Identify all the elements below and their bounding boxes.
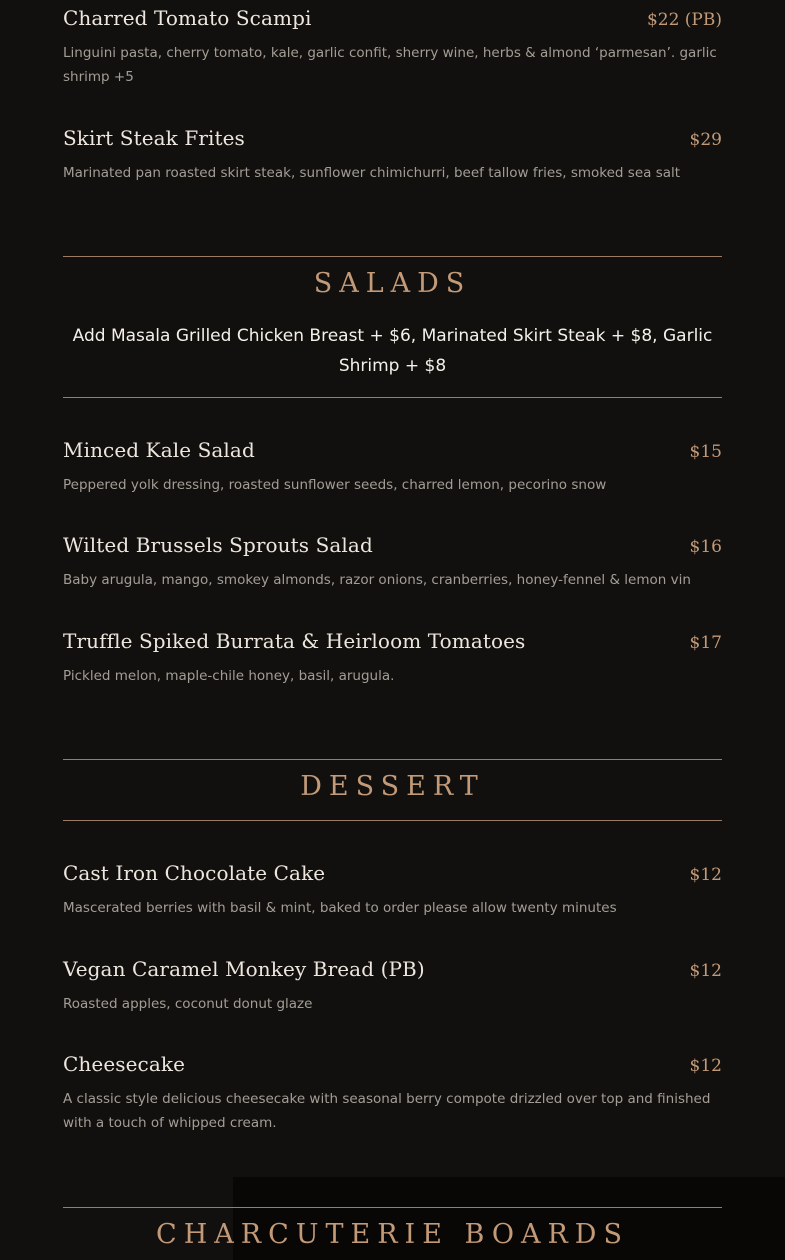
item-name: Minced Kale Salad: [63, 438, 255, 462]
item-name: Cast Iron Chocolate Cake: [63, 861, 326, 885]
item-price: $12: [689, 961, 722, 981]
item-name: Vegan Caramel Monkey Bread (PB): [63, 957, 425, 981]
section-title-salads: SALADS: [313, 268, 472, 299]
item-price: $17: [689, 633, 722, 653]
item-description: Linguini pasta, cherry tomato, kale, garlic confit, sherry wine, herbs & almond ‘parmesan’. garlic shrimp +5: [63, 45, 717, 85]
item-price: $22 (PB): [646, 10, 722, 30]
item-price: $29: [689, 130, 722, 150]
item-price: $12: [689, 865, 722, 885]
item-name: Cheesecake: [63, 1052, 186, 1076]
item-name: Wilted Brussels Sprouts Salad: [63, 533, 373, 557]
menu-item-truffle-burrata: [63, 629, 722, 688]
item-price: $16: [689, 537, 722, 557]
salads-addon-note: Add Masala Grilled Chicken Breast + $6, Marinated Skirt Steak + $8, Garlic Shrimp + $8: [72, 326, 713, 376]
menu-item-minced-kale-salad: [63, 438, 722, 497]
item-description: Pickled melon, maple-chile honey, basil, arugula.: [63, 668, 395, 684]
menu-item-skirt-steak-frites: [63, 126, 722, 185]
item-description: A classic style delicious cheesecake with seasonal berry compote drizzled over top and finished with a touch of whipped cream.: [63, 1091, 711, 1131]
menu-item-wilted-brussels-sprouts-salad: [63, 533, 722, 592]
item-description: Baby arugula, mango, smokey almonds, razor onions, cranberries, honey-fennel & lemon vin: [63, 572, 691, 588]
item-name: Skirt Steak Frites: [63, 126, 245, 150]
item-price: $15: [689, 442, 722, 462]
section-divider-top: [63, 1207, 722, 1208]
item-name: Truffle Spiked Burrata & Heirloom Tomatoes: [63, 629, 526, 653]
section-divider-bottom: [63, 820, 722, 821]
menu-item-charred-tomato-scampi: [63, 6, 722, 89]
section-title-dessert: DESSERT: [300, 771, 485, 802]
item-description: Mascerated berries with basil & mint, baked to order please allow twenty minutes: [63, 900, 617, 916]
section-divider-top: [63, 256, 722, 257]
section-divider-bottom: [63, 397, 722, 398]
item-description: Marinated pan roasted skirt steak, sunflower chimichurri, beef tallow fries, smoked sea salt: [63, 165, 681, 181]
menu-item-cast-iron-chocolate-cake: [63, 861, 722, 920]
item-price: $12: [689, 1056, 722, 1076]
item-description: Peppered yolk dressing, roasted sunflower seeds, charred lemon, pecorino snow: [63, 477, 607, 493]
section-title-charcuterie: CHARCUTERIE BOARDS: [156, 1219, 629, 1250]
section-divider-top: [63, 759, 722, 760]
menu-item-vegan-caramel-monkey-bread: [63, 957, 722, 1016]
item-name: Charred Tomato Scampi: [63, 6, 312, 30]
menu-item-cheesecake: [63, 1052, 722, 1135]
item-description: Roasted apples, coconut donut glaze: [63, 996, 313, 1012]
